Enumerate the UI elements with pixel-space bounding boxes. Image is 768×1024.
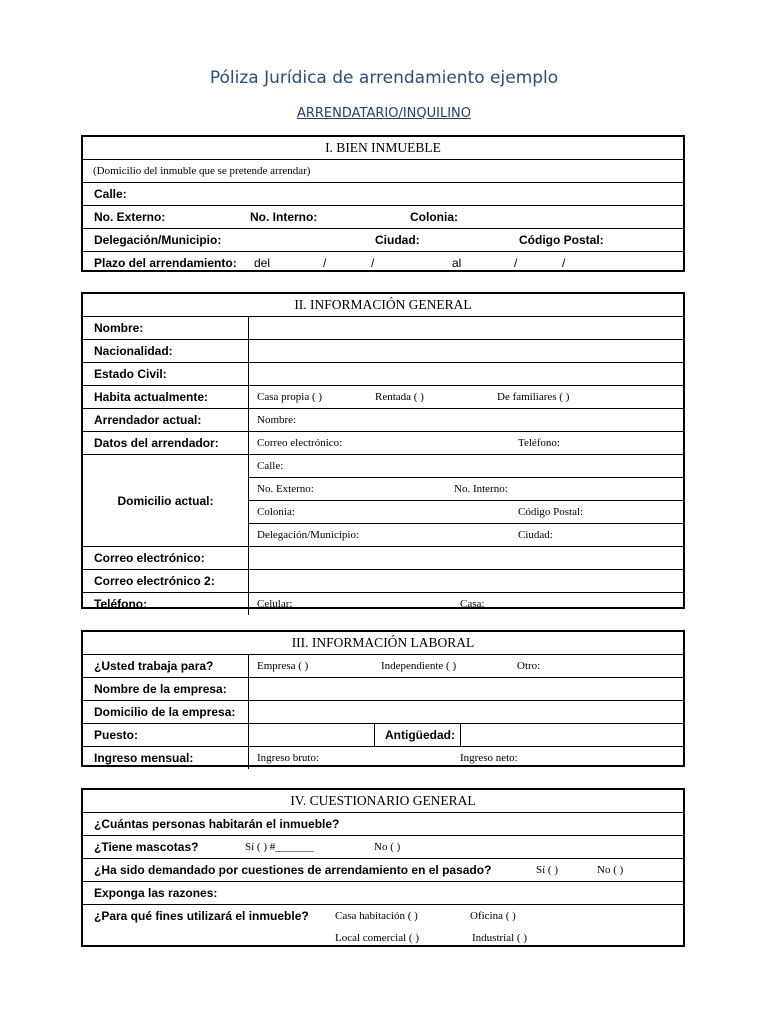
cell-divider bbox=[460, 724, 461, 746]
delegacion-label: Delegación/Municipio: bbox=[94, 233, 222, 247]
date-slash: / bbox=[371, 256, 375, 270]
nombre-label: Nombre: bbox=[83, 317, 249, 339]
antiguedad-label: Antigüedad: bbox=[385, 728, 455, 742]
arrendador-label: Arrendador actual: bbox=[83, 409, 249, 431]
form-row[interactable] bbox=[83, 432, 683, 455]
ingreso-bruto-label: Ingreso bruto: bbox=[257, 752, 320, 764]
mascotas-label: ¿Tiene mascotas? bbox=[94, 840, 199, 854]
form-row[interactable] bbox=[83, 905, 683, 949]
correo2-label: Correo electrónico 2: bbox=[83, 570, 249, 592]
dom-ciudad-label: Ciudad: bbox=[518, 529, 553, 541]
al-label: al bbox=[452, 256, 462, 270]
section-header: III. INFORMACIÓN LABORAL bbox=[83, 632, 683, 655]
form-row bbox=[83, 160, 683, 183]
trabaja-label: ¿Usted trabaja para? bbox=[83, 655, 249, 677]
domicilio-empresa-label: Domicilio de la empresa: bbox=[83, 701, 249, 723]
plazo-label: Plazo del arrendamiento: bbox=[94, 256, 237, 270]
mascotas-no-option[interactable]: No ( ) bbox=[374, 841, 401, 853]
form-row[interactable] bbox=[83, 813, 683, 836]
section-bien-inmueble bbox=[81, 135, 685, 272]
empresa-option[interactable]: Empresa ( ) bbox=[257, 660, 309, 672]
dom-calle-label: Calle: bbox=[257, 460, 284, 472]
local-comercial-option[interactable]: Local comercial ( ) bbox=[335, 932, 419, 944]
form-row[interactable] bbox=[83, 836, 683, 859]
form-row[interactable] bbox=[83, 747, 683, 769]
form-row[interactable] bbox=[83, 547, 683, 570]
page-title: Póliza Jurídica de arrendamiento ejemplo bbox=[209, 68, 559, 88]
codigo-postal-label: Código Postal: bbox=[519, 233, 604, 247]
familiares-option[interactable]: De familiares ( ) bbox=[497, 391, 570, 403]
dom-no-externo-label: No. Externo: bbox=[257, 483, 314, 495]
independiente-option[interactable]: Independiente ( ) bbox=[381, 660, 457, 672]
address-note: (Domicilio del inmuble que se pretende arrendar) bbox=[93, 165, 311, 177]
form-row[interactable] bbox=[83, 386, 683, 409]
calle-label: Calle: bbox=[94, 187, 127, 201]
dom-delegacion-label: Delegación/Municipio: bbox=[257, 529, 360, 541]
ingreso-neto-label: Ingreso neto: bbox=[460, 752, 518, 764]
form-row[interactable] bbox=[83, 701, 683, 724]
form-row[interactable] bbox=[83, 409, 683, 432]
dom-codigo-postal-label: Código Postal: bbox=[518, 506, 584, 518]
arrendador-telefono-label: Teléfono: bbox=[518, 437, 560, 449]
date-slash: / bbox=[323, 256, 327, 270]
dom-no-interno-label: No. Interno: bbox=[454, 483, 508, 495]
no-interno-label: No. Interno: bbox=[250, 210, 318, 224]
demandado-label: ¿Ha sido demandado por cuestiones de arrendamiento en el pasado? bbox=[94, 863, 492, 877]
domicilio-label: Domicilio actual: bbox=[83, 455, 249, 546]
page-subtitle bbox=[0, 106, 768, 121]
casa-propia-option[interactable]: Casa propia ( ) bbox=[257, 391, 323, 403]
no-externo-label: No. Externo: bbox=[94, 210, 166, 224]
form-row[interactable] bbox=[83, 678, 683, 701]
date-slash: / bbox=[562, 256, 566, 270]
form-subrow[interactable] bbox=[249, 524, 683, 546]
form-row[interactable] bbox=[83, 363, 683, 386]
arrendador-nombre-label: Nombre: bbox=[257, 414, 297, 426]
del-label: del bbox=[254, 256, 271, 270]
ciudad-label: Ciudad: bbox=[375, 233, 420, 247]
puesto-label: Puesto: bbox=[83, 724, 249, 746]
oficina-option[interactable]: Oficina ( ) bbox=[470, 910, 516, 922]
form-row[interactable] bbox=[83, 859, 683, 882]
section-informacion-general bbox=[81, 292, 685, 609]
date-slash: / bbox=[514, 256, 518, 270]
rentada-option[interactable]: Rentada ( ) bbox=[375, 391, 424, 403]
ingreso-label: Ingreso mensual: bbox=[83, 747, 249, 769]
form-row[interactable] bbox=[83, 229, 683, 252]
section-header: I. BIEN INMUEBLE bbox=[83, 137, 683, 160]
datos-arrendador-label: Datos del arrendador: bbox=[83, 432, 249, 454]
form-row[interactable] bbox=[83, 593, 683, 615]
habita-label: Habita actualmente: bbox=[83, 386, 249, 408]
casa-label: Casa: bbox=[460, 598, 485, 610]
cell-divider bbox=[374, 724, 375, 746]
personas-label: ¿Cuántas personas habitarán el inmueble? bbox=[94, 817, 340, 831]
form-row[interactable] bbox=[83, 183, 683, 206]
demandado-no-option[interactable]: No ( ) bbox=[597, 864, 624, 876]
form-row[interactable] bbox=[83, 252, 683, 274]
section-header: IV. CUESTIONARIO GENERAL bbox=[83, 790, 683, 813]
form-row[interactable] bbox=[83, 655, 683, 678]
form-subrow[interactable] bbox=[249, 478, 683, 501]
form-row[interactable] bbox=[83, 724, 683, 747]
arrendador-correo-label: Correo electrónico: bbox=[257, 437, 343, 449]
form-row[interactable] bbox=[83, 317, 683, 340]
casa-habitacion-option[interactable]: Casa habitación ( ) bbox=[335, 910, 418, 922]
section-informacion-laboral bbox=[81, 630, 685, 767]
mascotas-si-option[interactable]: Sí ( ) #_______ bbox=[245, 841, 314, 853]
celular-label: Celular: bbox=[257, 598, 293, 610]
form-row[interactable] bbox=[83, 340, 683, 363]
domicilio-block bbox=[83, 455, 683, 547]
telefono-label: Teléfono: bbox=[83, 593, 249, 615]
razones-label: Exponga las razones: bbox=[94, 886, 218, 900]
nacionalidad-label: Nacionalidad: bbox=[83, 340, 249, 362]
industrial-option[interactable]: Industrial ( ) bbox=[472, 932, 527, 944]
form-row[interactable] bbox=[83, 206, 683, 229]
otro-label: Otro: bbox=[517, 660, 541, 672]
dom-colonia-label: Colonia: bbox=[257, 506, 295, 518]
form-subrow[interactable] bbox=[249, 455, 683, 478]
demandado-si-option[interactable]: Sí ( ) bbox=[536, 864, 558, 876]
section-cuestionario-general bbox=[81, 788, 685, 947]
subtitle-text: ARRENDATARIO/INQUILINO bbox=[296, 106, 472, 121]
estado-civil-label: Estado Civil: bbox=[83, 363, 249, 385]
form-row[interactable] bbox=[83, 882, 683, 905]
correo-label: Correo electrónico: bbox=[83, 547, 249, 569]
form-subrow[interactable] bbox=[249, 501, 683, 524]
fines-label: ¿Para qué fines utilizará el inmueble? bbox=[94, 909, 309, 923]
colonia-label: Colonia: bbox=[410, 210, 458, 224]
form-row[interactable] bbox=[83, 570, 683, 593]
nombre-empresa-label: Nombre de la empresa: bbox=[83, 678, 249, 700]
section-header: II. INFORMACIÓN GENERAL bbox=[83, 294, 683, 317]
